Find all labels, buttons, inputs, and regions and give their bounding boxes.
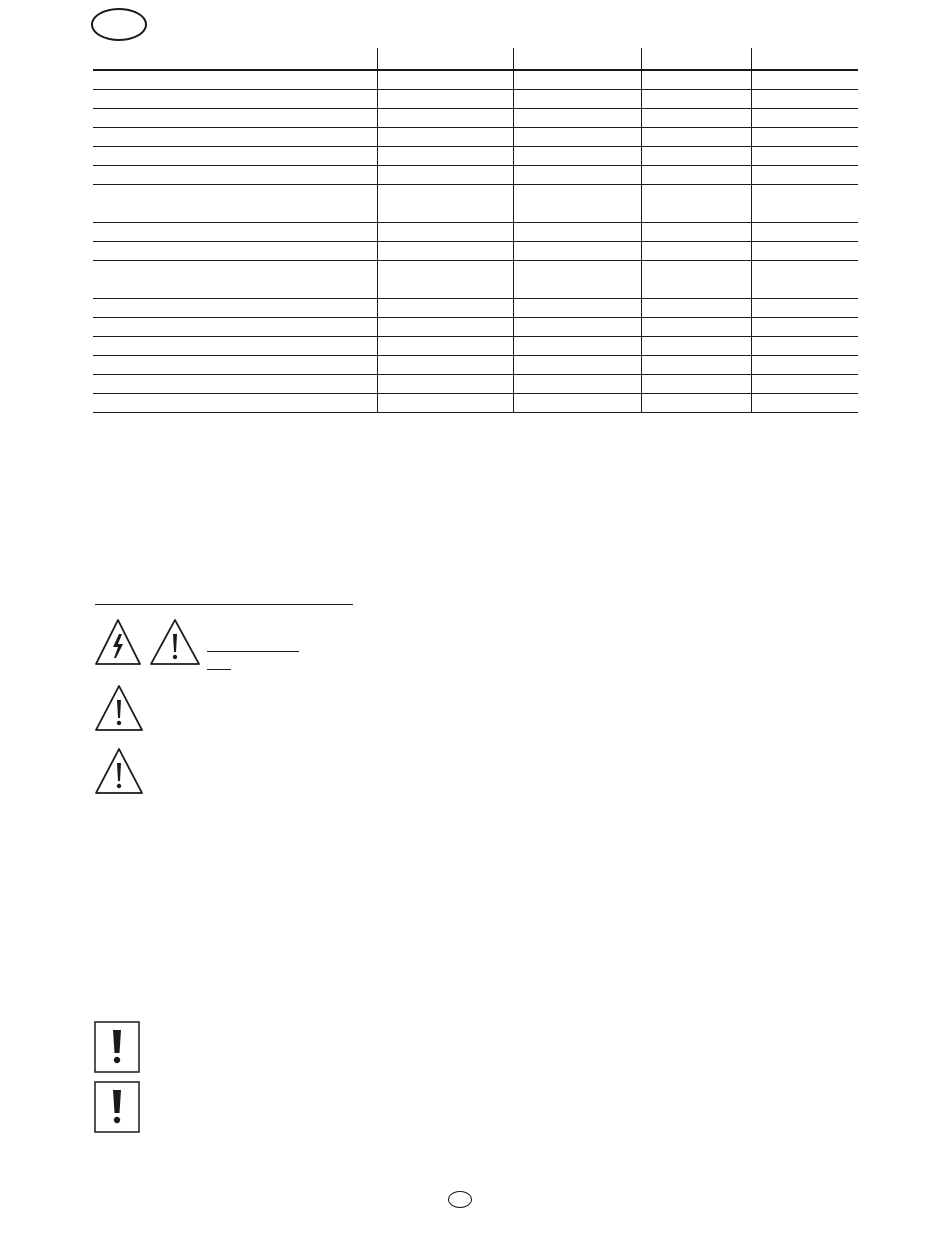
table-cell bbox=[377, 356, 513, 375]
table-cell bbox=[93, 128, 377, 147]
table-cell bbox=[513, 375, 641, 394]
table-cell bbox=[641, 109, 751, 128]
table-cell bbox=[513, 242, 641, 261]
table-row bbox=[93, 318, 858, 337]
table-cell bbox=[641, 128, 751, 147]
table-cell bbox=[751, 70, 858, 90]
table-cell bbox=[751, 318, 858, 337]
table-cell bbox=[641, 394, 751, 413]
general-warning-icon bbox=[94, 746, 144, 796]
table-cell bbox=[93, 394, 377, 413]
table-row bbox=[93, 356, 858, 375]
table-row bbox=[93, 70, 858, 90]
table-cell bbox=[377, 128, 513, 147]
table-cell bbox=[377, 318, 513, 337]
table-cell bbox=[751, 394, 858, 413]
table-cell bbox=[377, 109, 513, 128]
table-cell bbox=[377, 147, 513, 166]
table-header-cell bbox=[751, 48, 858, 70]
table-cell bbox=[641, 223, 751, 242]
table-header-cell bbox=[641, 48, 751, 70]
table-cell bbox=[93, 185, 377, 223]
table-cell bbox=[377, 242, 513, 261]
table-cell bbox=[641, 147, 751, 166]
table-cell bbox=[751, 185, 858, 223]
table-cell bbox=[93, 242, 377, 261]
table-header-row bbox=[93, 48, 858, 70]
general-warning-icon bbox=[149, 617, 201, 667]
table-header-cell bbox=[513, 48, 641, 70]
table-cell bbox=[93, 299, 377, 318]
table-row bbox=[93, 128, 858, 147]
table-cell bbox=[93, 318, 377, 337]
table-cell bbox=[377, 299, 513, 318]
table-cell bbox=[751, 109, 858, 128]
table-cell bbox=[377, 70, 513, 90]
table-cell bbox=[513, 318, 641, 337]
table-cell bbox=[93, 166, 377, 185]
table-cell bbox=[513, 356, 641, 375]
table-cell bbox=[513, 109, 641, 128]
language-badge bbox=[91, 8, 147, 41]
table-cell bbox=[641, 261, 751, 299]
table-row bbox=[93, 337, 858, 356]
table-cell bbox=[641, 185, 751, 223]
table-cell bbox=[641, 242, 751, 261]
symbol-caption-rule bbox=[207, 651, 299, 652]
table-cell bbox=[513, 128, 641, 147]
table-cell bbox=[93, 337, 377, 356]
table-cell bbox=[513, 90, 641, 109]
table-row bbox=[93, 394, 858, 413]
table-cell bbox=[377, 394, 513, 413]
table-cell bbox=[377, 375, 513, 394]
attention-notice-icon bbox=[94, 1081, 140, 1133]
table-cell bbox=[93, 375, 377, 394]
table-cell bbox=[93, 356, 377, 375]
table-cell bbox=[377, 337, 513, 356]
table-cell bbox=[751, 166, 858, 185]
table-cell bbox=[93, 261, 377, 299]
table-row bbox=[93, 261, 858, 299]
table-row bbox=[93, 90, 858, 109]
technical-data-table bbox=[93, 48, 858, 413]
table-cell bbox=[751, 223, 858, 242]
table-cell bbox=[641, 90, 751, 109]
table-cell bbox=[513, 70, 641, 90]
table-row bbox=[93, 109, 858, 128]
table-row bbox=[93, 242, 858, 261]
table-cell bbox=[751, 356, 858, 375]
table-cell bbox=[377, 166, 513, 185]
table-header-cell bbox=[93, 48, 377, 70]
table-cell bbox=[377, 185, 513, 223]
table-cell bbox=[751, 242, 858, 261]
table-cell bbox=[751, 375, 858, 394]
table-cell bbox=[93, 223, 377, 242]
symbol-caption-rule-short bbox=[207, 669, 231, 670]
table-cell bbox=[513, 337, 641, 356]
table-cell bbox=[751, 128, 858, 147]
table-cell bbox=[513, 147, 641, 166]
table-cell bbox=[93, 147, 377, 166]
table-cell bbox=[641, 70, 751, 90]
table-cell bbox=[641, 375, 751, 394]
table-row bbox=[93, 375, 858, 394]
table-cell bbox=[513, 166, 641, 185]
symbols-section-heading-rule bbox=[95, 604, 353, 605]
table-cell bbox=[513, 394, 641, 413]
table-cell bbox=[377, 90, 513, 109]
page-number-badge bbox=[448, 1191, 472, 1208]
table-cell bbox=[513, 261, 641, 299]
attention-notice-icon bbox=[94, 1021, 140, 1073]
table-cell bbox=[751, 147, 858, 166]
table-cell bbox=[751, 337, 858, 356]
table-row bbox=[93, 223, 858, 242]
table-cell bbox=[641, 166, 751, 185]
table-cell bbox=[751, 299, 858, 318]
table-row bbox=[93, 166, 858, 185]
table-cell bbox=[641, 318, 751, 337]
table-cell bbox=[377, 261, 513, 299]
table-cell bbox=[93, 90, 377, 109]
table-row bbox=[93, 147, 858, 166]
table-cell bbox=[641, 356, 751, 375]
table-row bbox=[93, 299, 858, 318]
table-cell bbox=[93, 109, 377, 128]
table-cell bbox=[641, 337, 751, 356]
table-cell bbox=[93, 70, 377, 90]
table-cell bbox=[641, 299, 751, 318]
table-cell bbox=[751, 90, 858, 109]
table-cell bbox=[513, 299, 641, 318]
table-row bbox=[93, 185, 858, 223]
general-warning-icon bbox=[94, 683, 144, 733]
electric-shock-warning-icon bbox=[94, 617, 142, 667]
table-cell bbox=[513, 223, 641, 242]
table-cell bbox=[513, 185, 641, 223]
table-cell bbox=[751, 261, 858, 299]
table-cell bbox=[377, 223, 513, 242]
table-header-cell bbox=[377, 48, 513, 70]
